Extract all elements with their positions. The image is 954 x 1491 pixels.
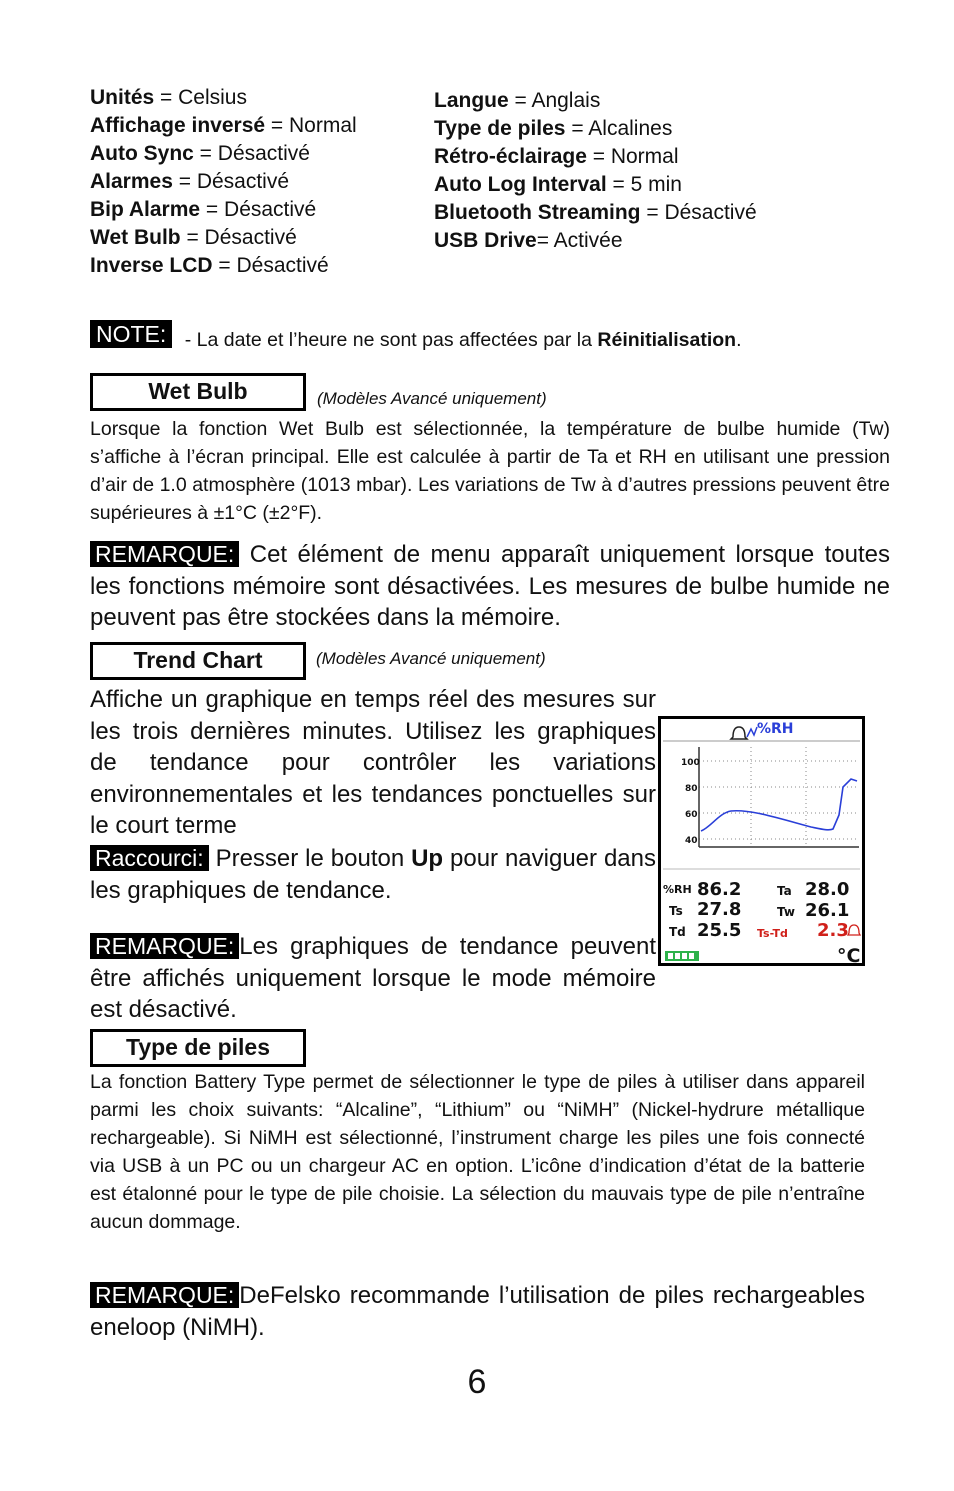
trend-chart-shortcut: Raccourci: Presser le bouton Up pour naviguer dans les graphiques de tendance. (90, 845, 656, 904)
reading-label: Td (669, 925, 686, 939)
remark-tag: REMARQUE: (90, 933, 239, 959)
reading-label: Ta (777, 884, 792, 898)
reading-value: 27.8 (697, 899, 742, 920)
shortcut-tag: Raccourci: (90, 845, 209, 871)
alarm-bell-icon (848, 925, 860, 935)
y-tick: 100 (681, 758, 700, 768)
note-text: - La date et l’heure ne sont pas affectées par la Réinitialisation. (184, 329, 742, 351)
settings-left-column (90, 84, 420, 280)
note-line (90, 320, 890, 352)
wet-bulb-remark: REMARQUE: Cet élément de menu apparaît uniquement lorsque toutes les fonctions mémoire sont désactivées. Les mesures de bulbe humide ne peuvent pas être stockées dans la mémoire. (90, 541, 890, 631)
bell-icon (731, 727, 747, 739)
trend-icon (747, 727, 757, 737)
setting-row: Inverse LCD = Désactivé (90, 254, 329, 277)
setting-row: Rétro-éclairage = Normal (434, 145, 679, 168)
setting-row: Langue = Anglais (434, 89, 601, 112)
wet-bulb-models-note: (Modèles Avancé uniquement) (317, 389, 547, 408)
y-tick: 40 (685, 836, 698, 846)
wet-bulb-header: Wet Bulb (90, 373, 306, 411)
page-number: 6 (467, 1363, 487, 1401)
setting-row: Wet Bulb = Désactivé (90, 226, 297, 249)
wet-bulb-body: Lorsque la fonction Wet Bulb est sélectionnée, la température de bulbe humide (Tw) s’affiche à l’écran principal. Elle est calculée à partir de Ta et RH en utilisant une pression d’air de 1.0 atmosphère (1013 mbar). Les variations de Tw à d’autres pressions peuvent être supérieures à ±1°C (±2°F). (90, 418, 890, 524)
unit-label: °C (837, 945, 861, 963)
trend-chart-remark: REMARQUE: Les graphiques de tendance peuvent être affichés uniquement lorsque le mode mémoire est désactivé. (90, 933, 656, 1023)
reading-label: Tw (777, 905, 795, 919)
setting-row: Bip Alarme = Désactivé (90, 198, 317, 221)
setting-row: Type de piles = Alcalines (434, 117, 673, 140)
trend-chart-header: Trend Chart (90, 642, 306, 680)
rh-header-label: %RH (757, 721, 794, 737)
battery-type-header: Type de piles (90, 1029, 306, 1067)
battery-icon (665, 951, 699, 961)
setting-row: USB Drive= Activée (434, 229, 623, 252)
reading-value: 2.3 (817, 920, 849, 941)
setting-row: Auto Log Interval = 5 min (434, 173, 682, 196)
setting-row: Affichage inversé = Normal (90, 114, 357, 137)
reading-value: 86.2 (697, 879, 742, 900)
y-tick: 80 (685, 784, 698, 794)
reading-value: 25.5 (697, 920, 742, 941)
setting-row: Auto Sync = Désactivé (90, 142, 310, 165)
trend-chart-graphic (661, 719, 862, 963)
note-tag: NOTE: (90, 320, 172, 348)
reading-value: 26.1 (805, 900, 850, 921)
remark-tag: REMARQUE: (90, 541, 239, 567)
battery-type-body: La fonction Battery Type permet de sélectionner le type de piles à utiliser dans appareil parmi les choix suivants: “Alcaline”, “Lithium” ou “NiMH” (Nickel-hydrure métallique rechargeable). Si NiMH est sélectionné, l’instrument charge les piles une fois connecté via USB à un PC ou un chargeur AC en option. L’icône d’indication d’état de la batterie est étalonné pour le type de pile choisie. La sélection du mauvais type de pile n’entraîne aucun dommage. (90, 1071, 865, 1233)
battery-type-remark: REMARQUE: DeFelsko recommande l’utilisation de piles rechargeables eneloop (NiMH). (90, 1282, 865, 1341)
y-tick: 60 (685, 810, 698, 820)
reading-label: Ts-Td (757, 927, 788, 940)
reading-label: Ts (669, 904, 683, 918)
setting-row: Alarmes = Désactivé (90, 170, 290, 193)
device-screen-image (658, 716, 865, 966)
reading-value: 28.0 (805, 879, 850, 900)
setting-row: Unités = Celsius (90, 86, 247, 109)
settings-right-column (434, 87, 854, 255)
remark-tag: REMARQUE: (90, 1282, 239, 1308)
trend-chart-models-note: (Modèles Avancé uniquement) (316, 649, 546, 668)
reading-label: %RH (663, 883, 692, 896)
trend-chart-body: Affiche un graphique en temps réel des mesures sur les trois dernières minutes. Utilisez les graphiques de tendance pour contrôler les variations environnementales et les tendances ponctuelles sur le court terme (90, 686, 656, 839)
setting-row: Bluetooth Streaming = Désactivé (434, 201, 757, 224)
